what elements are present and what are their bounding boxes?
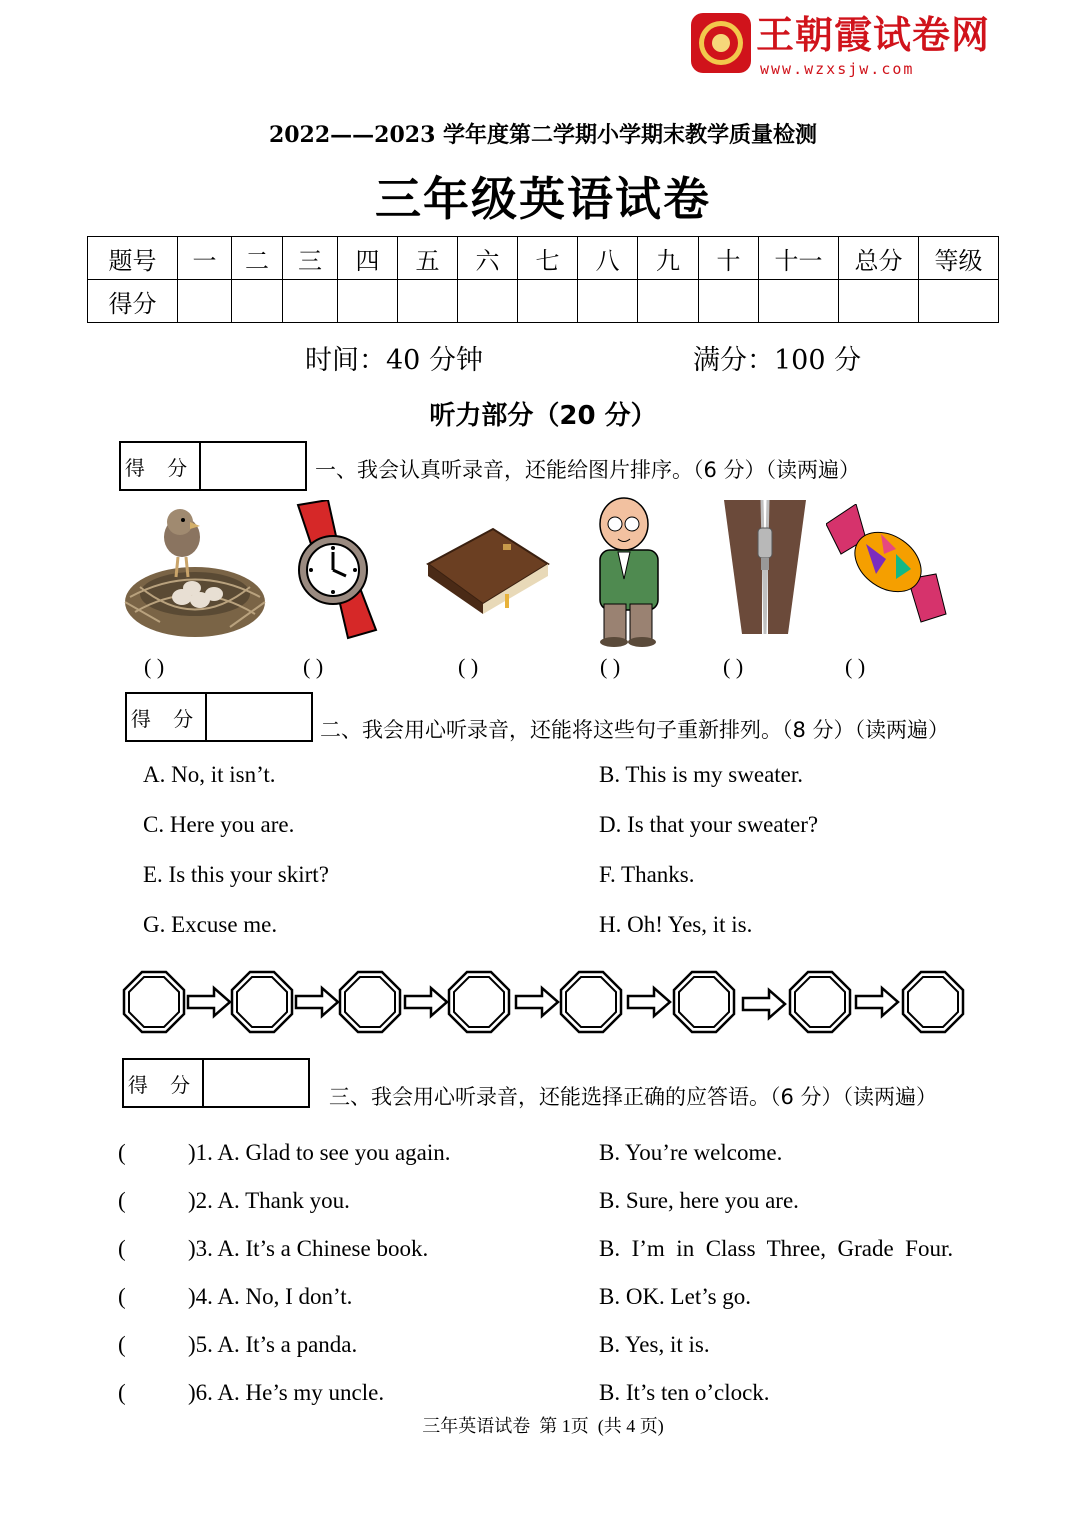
score-table: [87, 236, 999, 323]
score-box-field[interactable]: [204, 1060, 308, 1106]
ordering-chain: [118, 966, 970, 1038]
score-table-score-row: [88, 280, 999, 323]
table-cell: 八: [578, 237, 638, 280]
notebook-icon: [423, 524, 553, 614]
octagon-answer-5[interactable]: [561, 972, 621, 1032]
sentence-option: C. Here you are.: [143, 812, 295, 837]
page-footer: 三年英语试卷 第 1页 (共 4 页): [422, 1416, 664, 1436]
table-cell: 二: [232, 237, 283, 280]
octagon-answer-2[interactable]: [232, 972, 292, 1032]
score-box-field[interactable]: [201, 443, 305, 489]
table-cell: 四: [338, 237, 398, 280]
arrow-icon: [188, 988, 230, 1016]
score-table-header-row: [88, 237, 999, 280]
score-entry-cell[interactable]: [759, 280, 839, 323]
octagon-answer-1[interactable]: [124, 972, 184, 1032]
question-option-b: B. You’re welcome.: [599, 1140, 783, 1165]
answer-blank[interactable]: ( ): [144, 654, 165, 679]
score-entry-cell[interactable]: [518, 280, 578, 323]
octagon-answer-6[interactable]: [674, 972, 734, 1032]
octagon-answer-4[interactable]: [449, 972, 509, 1032]
q2-heading: 二、我会用心听录音，还能将这些句子重新排列。（8 分）（读两遍）: [320, 718, 950, 742]
answer-blank-open[interactable]: (: [118, 1284, 126, 1309]
sentence-option: D. Is that your sweater?: [599, 812, 819, 837]
score-box-field[interactable]: [207, 694, 311, 740]
answer-blank-open[interactable]: (: [118, 1236, 126, 1261]
answer-blank[interactable]: ( ): [845, 654, 866, 679]
table-cell: 题号: [88, 237, 178, 280]
score-entry-cell[interactable]: [338, 280, 398, 323]
q1-heading: 一、我会认真听录音，还能给图片排序。（6 分）（读两遍）: [315, 458, 861, 482]
score-entry-cell[interactable]: [178, 280, 232, 323]
table-cell: 十: [699, 237, 759, 280]
answer-blank[interactable]: ( ): [723, 654, 744, 679]
bird-nest-icon: [120, 502, 270, 642]
answer-blank[interactable]: ( ): [303, 654, 324, 679]
score-entry-cell[interactable]: [919, 280, 999, 323]
table-cell: 得分: [88, 280, 178, 323]
score-box-q3: [122, 1058, 310, 1108]
score-entry-cell[interactable]: [458, 280, 518, 323]
question-option-b: B. Yes, it is.: [599, 1332, 710, 1357]
score-box-q1: [119, 441, 307, 491]
score-entry-cell[interactable]: [232, 280, 283, 323]
arrow-icon: [856, 988, 898, 1016]
table-cell: 六: [458, 237, 518, 280]
answer-blank-open[interactable]: (: [118, 1188, 126, 1213]
table-cell: 等级: [919, 237, 999, 280]
arrow-icon: [516, 988, 558, 1016]
zipper-icon: [724, 500, 806, 634]
score-box-label: 得 分: [121, 443, 201, 489]
question-option-a: )2. A. Thank you.: [188, 1188, 350, 1213]
answer-blank-open[interactable]: (: [118, 1140, 126, 1165]
table-cell: 总分: [839, 237, 919, 280]
sentence-option: G. Excuse me.: [143, 912, 278, 937]
question-option-a: )5. A. It’s a panda.: [188, 1332, 358, 1357]
exam-subtitle: 2022——2023 学年度第二学期小学期末教学质量检测: [268, 122, 818, 148]
octagon-answer-3[interactable]: [340, 972, 400, 1032]
table-cell: 十一: [759, 237, 839, 280]
answer-blank-open[interactable]: (: [118, 1380, 126, 1405]
question-option-b: B. I’m in Class Three, Grade Four.: [599, 1236, 954, 1261]
question-option-a: )4. A. No, I don’t.: [188, 1284, 353, 1309]
score-entry-cell[interactable]: [578, 280, 638, 323]
score-box-label: 得 分: [124, 1060, 204, 1106]
score-entry-cell[interactable]: [699, 280, 759, 323]
question-option-a: )1. A. Glad to see you again.: [188, 1140, 451, 1165]
table-cell: 三: [283, 237, 338, 280]
table-cell: 九: [638, 237, 699, 280]
logo-url-text: www.wzxsjw.com: [760, 60, 915, 78]
answer-blank-open[interactable]: (: [118, 1332, 126, 1357]
sentence-option: F. Thanks.: [599, 862, 695, 887]
score-entry-cell[interactable]: [398, 280, 458, 323]
exam-time: 时间：40 分钟: [305, 345, 483, 376]
sentence-option: E. Is this your skirt?: [143, 862, 329, 887]
octagon-answer-8[interactable]: [903, 972, 963, 1032]
exam-full-score: 满分：100 分: [693, 345, 862, 376]
octagon-answer-7[interactable]: [790, 972, 850, 1032]
table-cell: 五: [398, 237, 458, 280]
sentence-option: A. No, it isn’t.: [143, 762, 276, 787]
question-option-b: B. It’s ten o’clock.: [599, 1380, 770, 1405]
watch-icon: [288, 500, 380, 640]
q3-heading: 三、我会用心听录音，还能选择正确的应答语。（6 分）（读两遍）: [329, 1085, 938, 1109]
score-box-q2: [125, 692, 313, 742]
sentence-option: H. Oh! Yes, it is.: [599, 912, 753, 937]
logo-brand-text: 王朝霞试卷网: [756, 13, 991, 57]
sentence-option: B. This is my sweater.: [599, 762, 804, 787]
seal-logo-icon: [690, 12, 752, 74]
score-entry-cell[interactable]: [283, 280, 338, 323]
candy-icon: [826, 504, 948, 624]
page-title: 三年级英语试卷: [375, 172, 711, 226]
answer-blank[interactable]: ( ): [458, 654, 479, 679]
score-entry-cell[interactable]: [839, 280, 919, 323]
site-logo: [690, 10, 1010, 78]
section-heading-listening: 听力部分（20 分）: [429, 401, 657, 431]
question-option-a: )6. A. He’s my uncle.: [188, 1380, 385, 1405]
grandpa-icon: [590, 494, 672, 648]
question-option-b: B. Sure, here you are.: [599, 1188, 799, 1213]
table-cell: 七: [518, 237, 578, 280]
score-entry-cell[interactable]: [638, 280, 699, 323]
arrow-icon: [296, 988, 338, 1016]
score-box-label: 得 分: [127, 694, 207, 740]
table-cell: 一: [178, 237, 232, 280]
answer-blank[interactable]: ( ): [600, 654, 621, 679]
question-option-a: )3. A. It’s a Chinese book.: [188, 1236, 429, 1261]
question-option-b: B. OK. Let’s go.: [599, 1284, 752, 1309]
arrow-icon: [628, 988, 670, 1016]
arrow-icon: [405, 988, 447, 1016]
arrow-icon: [743, 990, 785, 1018]
